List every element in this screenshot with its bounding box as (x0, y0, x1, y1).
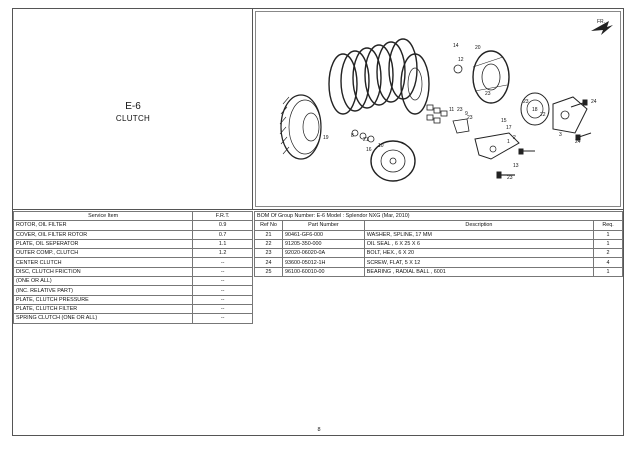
service-item-cell: OUTER COMP., CLUTCH (14, 249, 193, 258)
callout-label: 10 (378, 143, 384, 149)
callout-label: 16 (366, 147, 372, 153)
ref-no-cell: 23 (255, 249, 283, 258)
callout-label: 23 (523, 99, 529, 105)
frt-cell: -- (193, 286, 253, 295)
table-row (14, 249, 253, 258)
table-row (14, 221, 253, 230)
callout-label: 23 (507, 175, 513, 181)
callout-label: 12 (458, 57, 464, 63)
callout-label: 11 (449, 107, 455, 113)
service-item-cell: PLATE, CLUTCH FILTER (14, 304, 193, 313)
frt-cell: -- (193, 304, 253, 313)
callout-label: 23 (485, 91, 491, 97)
callout-label: 17 (506, 125, 512, 131)
callout-label: 23 (457, 107, 463, 113)
req-cell: 1 (594, 267, 623, 276)
part-number-cell: 96100-60010-00 (282, 267, 364, 276)
table-row (14, 304, 253, 313)
callout-label: 1 (507, 139, 510, 145)
callout-label: 24 (575, 139, 581, 145)
frt-cell: 1.1 (193, 239, 253, 248)
bom-header-row (255, 221, 623, 230)
req-cell: 1 (594, 230, 623, 239)
bom-caption-row (255, 212, 623, 221)
service-item-cell: COVER, OIL FILTER ROTOR (14, 230, 193, 239)
req-cell: 1 (594, 239, 623, 248)
ref-no-cell: 25 (255, 267, 283, 276)
description-cell: WASHER, SPLINE, 17 MM (364, 230, 593, 239)
frt-cell: -- (193, 295, 253, 304)
part-number-header: Part Number (282, 221, 364, 230)
service-item-cell: CENTER CLUTCH (14, 258, 193, 267)
service-item-cell: (ONE OR ALL) (14, 277, 193, 286)
front-mark: FR. (597, 19, 606, 25)
part-number-cell: 90461-GF6-000 (282, 230, 364, 239)
table-row (14, 314, 253, 323)
section-title-panel (13, 9, 253, 210)
catalog-sheet (12, 8, 624, 436)
callout-label: 13 (513, 163, 519, 169)
table-row (14, 230, 253, 239)
frt-cell: -- (193, 267, 253, 276)
table-row (255, 230, 623, 239)
table-row (255, 239, 623, 248)
callout-label: 2 (513, 135, 516, 141)
description-cell: OIL SEAL , 6 X 25 X 6 (364, 239, 593, 248)
table-row (255, 267, 623, 276)
callout-label: 21 (363, 137, 369, 143)
ref-no-header: Ref No (255, 221, 283, 230)
ref-no-cell: 24 (255, 258, 283, 267)
callout-label: 18 (532, 107, 538, 113)
page-number: 8 (317, 427, 321, 433)
bom-table (254, 211, 623, 277)
bom-caption: BOM Of Group Number: E-6 Model : Splendor NXG (Mar, 2010) (255, 212, 623, 221)
description-cell: BEARING , RADIAL BALL , 6001 (364, 267, 593, 276)
ref-no-cell: 22 (255, 239, 283, 248)
section-name: CLUTCH (115, 114, 151, 123)
service-item-cell: ROTOR, OIL FILTER (14, 221, 193, 230)
callout-label: 19 (323, 135, 329, 141)
callout-label: 14 (453, 43, 459, 49)
section-code: E-6 (125, 101, 141, 112)
part-number-cell: 92020-06020-0A (282, 249, 364, 258)
callout-label: 22 (540, 112, 546, 118)
frt-cell: -- (193, 277, 253, 286)
service-item-cell: DISC, CLUTCH FRICTION (14, 267, 193, 276)
ref-no-cell: 21 (255, 230, 283, 239)
description-header: Description (364, 221, 593, 230)
frt-cell: 1.2 (193, 249, 253, 258)
table-row (14, 239, 253, 248)
service-header-row (14, 212, 253, 221)
frt-cell: -- (193, 258, 253, 267)
callout-label: 23 (467, 115, 473, 121)
callout-label: 3 (559, 132, 562, 138)
table-row (14, 286, 253, 295)
callout-label: 20 (475, 45, 481, 51)
req-cell: 4 (594, 258, 623, 267)
part-number-cell: 93600-05012-1H (282, 258, 364, 267)
table-row (14, 267, 253, 276)
service-item-cell: SPRING CLUTCH (ONE OR ALL) (14, 314, 193, 323)
description-cell: BOLT, HEX., 6 X 20 (364, 249, 593, 258)
service-table (13, 211, 253, 324)
service-item-cell: PLATE, OIL SEPERATOR (14, 239, 193, 248)
table-row (14, 258, 253, 267)
table-row (255, 258, 623, 267)
req-cell: 2 (594, 249, 623, 258)
callout-label: 15 (501, 118, 507, 124)
diagram-panel (253, 9, 623, 210)
description-cell: SCREW, FLAT, 5 X 12 (364, 258, 593, 267)
service-item-header: Service Item (14, 212, 193, 221)
part-number-cell: 91205-350-000 (282, 239, 364, 248)
frt-cell: -- (193, 314, 253, 323)
frt-cell: 0.7 (193, 230, 253, 239)
diagram-frame (255, 11, 621, 207)
service-item-cell: (INC. RELATIVE PART) (14, 286, 193, 295)
req-header: Req. (594, 221, 623, 230)
callout-label: 24 (591, 99, 597, 105)
table-row (255, 249, 623, 258)
service-item-cell: PLATE, CLUTCH PRESSURE (14, 295, 193, 304)
table-row (14, 295, 253, 304)
table-row (14, 277, 253, 286)
frt-cell: 0.9 (193, 221, 253, 230)
callout-label: 8 (351, 133, 354, 139)
callout-label: 9 (465, 111, 468, 117)
frt-header: F.R.T. (193, 212, 253, 221)
